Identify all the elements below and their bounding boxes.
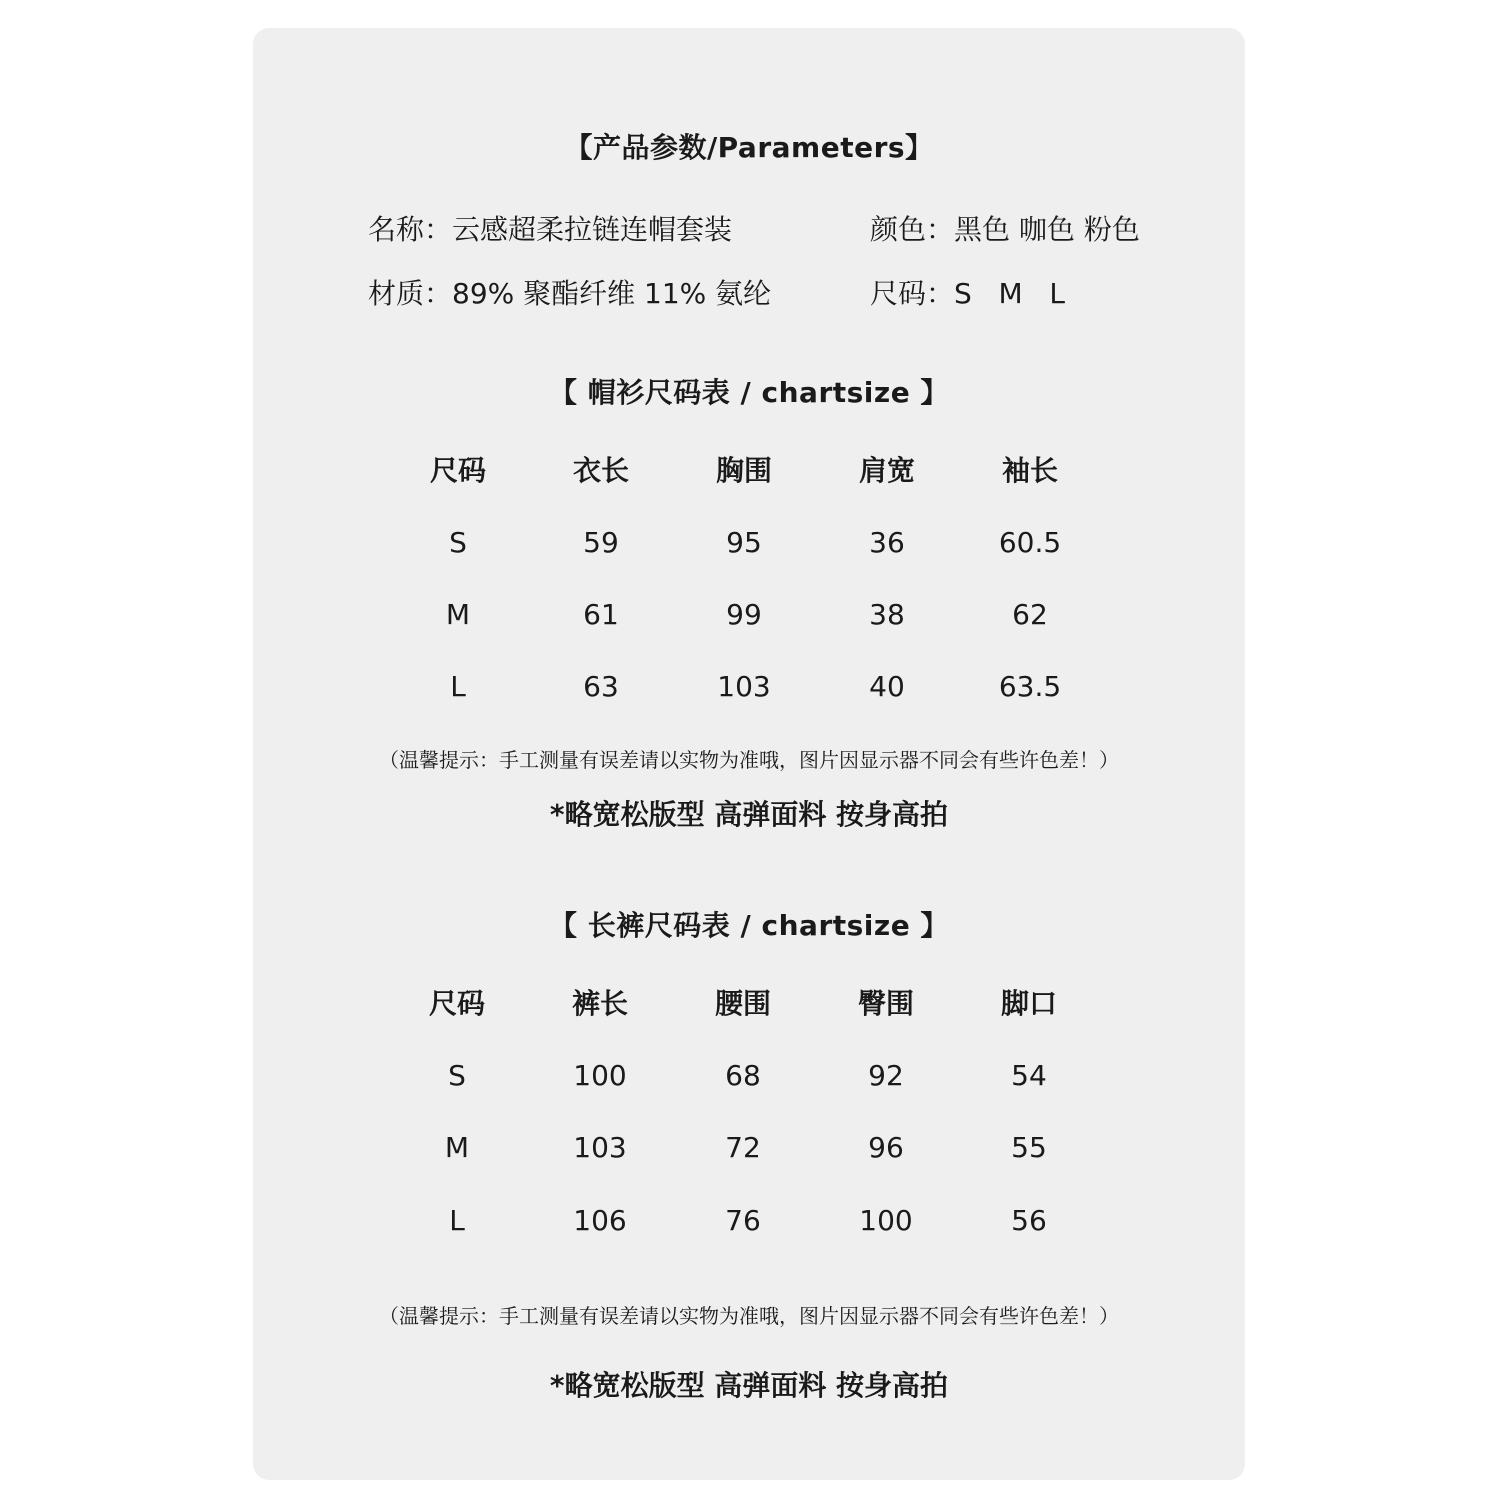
table-cell: 95 [726,526,762,559]
name-label: 名称： [368,213,453,246]
table-cell: 100 [573,1059,627,1092]
table-cell: 106 [573,1204,627,1237]
table-cell: 56 [1011,1204,1047,1237]
hoodie-header-row [253,451,1245,491]
color-value: 黑色 咖色 粉色 [954,213,1140,246]
table-row [253,1201,1245,1241]
pants-header-length: 裤长 [571,987,628,1020]
product-name [368,208,732,248]
size-chart-card [253,28,1245,1480]
hoodie-header-size: 尺码 [429,454,486,487]
table-cell: 40 [869,670,905,703]
table-row [253,523,1245,563]
pants-header-leg-opening: 脚口 [1000,987,1057,1020]
table-cell: 72 [725,1131,761,1164]
table-cell: 103 [717,670,771,703]
table-cell: S [448,1059,466,1092]
hoodie-header-sleeve: 袖长 [1001,454,1058,487]
hoodie-header-shoulder: 肩宽 [858,454,915,487]
table-cell: 76 [725,1204,761,1237]
material-label: 材质： [368,277,453,310]
hoodie-header-length: 衣长 [572,454,629,487]
pants-header-waist: 腰围 [714,987,771,1020]
table-cell: S [449,526,467,559]
table-cell: 100 [859,1204,913,1237]
size-label: 尺码： [870,277,955,310]
table-cell: 61 [583,598,619,631]
color-label: 颜色： [870,213,955,246]
table-cell: 62 [1012,598,1048,631]
pants-header-row [253,984,1245,1024]
table-cell: M [445,598,471,631]
table-cell: 103 [573,1131,627,1164]
table-cell: 92 [868,1059,904,1092]
table-cell: 99 [726,598,762,631]
pants-header-hip: 臀围 [857,987,914,1020]
table-cell: 54 [1011,1059,1047,1092]
table-cell: 55 [1011,1131,1047,1164]
pants-chart-title: 【 长裤尺码表 / chartsize 】 [549,909,949,942]
product-sizes [870,272,1065,312]
size-value: S M L [954,277,1065,310]
hoodie-fit-tagline: *略宽松版型 高弹面料 按身高拍 [549,798,949,831]
table-cell: L [449,1204,465,1237]
hoodie-header-chest: 胸围 [715,454,772,487]
parameters-title: 【产品参数/Parameters】 [564,131,934,164]
material-value: 89% 聚酯纤维 11% 氨纶 [452,277,772,310]
table-cell: 68 [725,1059,761,1092]
hoodie-chart-title: 【 帽衫尺码表 / chartsize 】 [549,376,949,409]
table-cell: 60.5 [998,526,1062,559]
pants-measurement-note: （温馨提示：手工测量有误差请以实物为准哦，图片因显示器不同会有些许色差！） [379,1304,1119,1328]
product-colors [870,208,1140,248]
name-value: 云感超柔拉链连帽套装 [452,213,733,246]
table-row [253,595,1245,635]
table-cell: M [444,1131,470,1164]
table-cell: 96 [868,1131,904,1164]
table-cell: 63.5 [998,670,1062,703]
hoodie-measurement-note: （温馨提示：手工测量有误差请以实物为准哦，图片因显示器不同会有些许色差！） [379,748,1119,772]
table-row [253,667,1245,707]
table-cell: L [450,670,466,703]
table-cell: 59 [583,526,619,559]
product-material [368,272,771,312]
table-cell: 38 [869,598,905,631]
pants-fit-tagline: *略宽松版型 高弹面料 按身高拍 [549,1369,949,1402]
table-cell: 36 [869,526,905,559]
table-row [253,1056,1245,1096]
table-row [253,1128,1245,1168]
table-cell: 63 [583,670,619,703]
pants-header-size: 尺码 [428,987,485,1020]
